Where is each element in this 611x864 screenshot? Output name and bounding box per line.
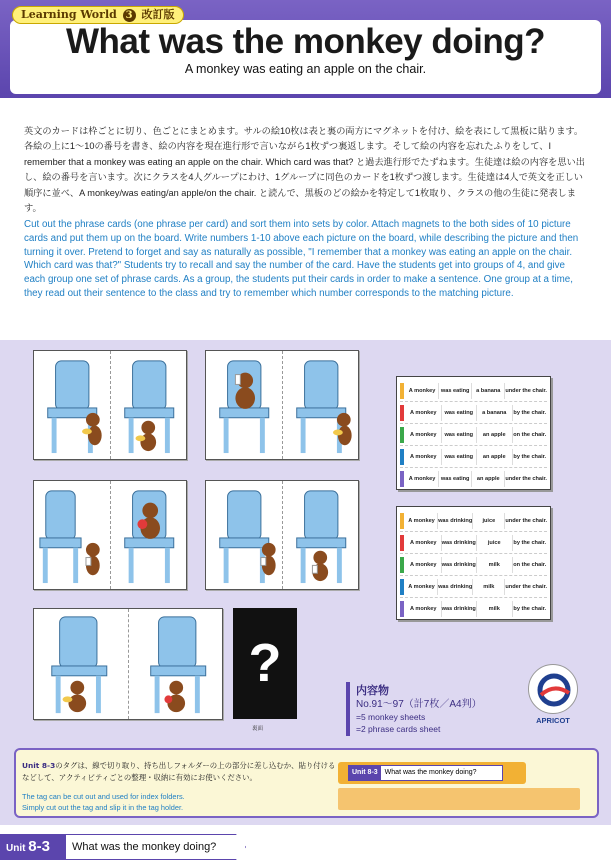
picture-card <box>283 351 359 459</box>
footer-unit-prefix: Unit <box>6 843 26 854</box>
series-number: 3 <box>123 9 136 22</box>
phrase-card: under the chair. <box>505 517 548 524</box>
index-tag-strip <box>338 788 580 810</box>
phrase-card: on the chair. <box>513 561 547 568</box>
phrase-row <box>400 576 547 598</box>
index-tag-note-jp <box>22 760 342 784</box>
phrase-card: A monkey <box>406 557 442 573</box>
phrase-card: A monkey <box>406 383 439 399</box>
logo-wordmark: APRICOT <box>536 716 570 725</box>
phrase-card: under the chair. <box>505 387 547 394</box>
color-marker <box>400 535 404 551</box>
phrase-card: was eating <box>442 449 478 465</box>
phrase-card: under the chair. <box>505 583 548 590</box>
phrase-card: was drinking <box>438 579 473 595</box>
page-title: What was the monkey doing? <box>66 22 545 61</box>
phrase-row <box>400 402 547 424</box>
chair-monkey-illustration <box>206 351 282 459</box>
index-tag-text-jp: のタグは、線で切り取り、持ち出しフォルダーの上の部分に差し込むか、貼り付けるなどして、アクティビティごとの整理・収納に有効にお使いください。 <box>22 761 336 782</box>
phrase-card: A monkey <box>406 427 442 443</box>
phrase-card-sheet-2 <box>396 506 551 620</box>
footer-unit-number: 8-3 <box>28 838 50 855</box>
phrase-card: a banana <box>472 383 505 399</box>
phrase-card: an apple <box>477 449 513 465</box>
page-subtitle-jp: このカードの情報は、どの絵のことかを当てよう！（過去進行形） <box>140 83 471 95</box>
phrase-card: A monkey <box>406 513 438 529</box>
phrase-card: a banana <box>477 405 513 421</box>
instructions-en: Cut out the phrase cards (one phrase per card) and sort them into sets by color. Attach magnets to the both sides of 10 picture cards and put them up on the board. Write numbers 1-10 above each picture on the board, while describing the picture and then turning it over. Pretend to forget and say as naturally as possible, "I remember that a monkey was eating an apple on the chair. Which card was that?" Students try to recall and say the number of the card. Have the students get into groups of 4, and give each group one set of phrase cards. As a group, the students put their cards in order to make a sentence. One group at a time, they read out their sentence to the class and try to remember which number corresponds to the matching picture. <box>24 219 579 299</box>
phrase-card: by the chair. <box>513 606 547 612</box>
phrase-card: A monkey <box>406 405 442 421</box>
phrase-row <box>400 510 547 532</box>
footer-title: What was the monkey doing? <box>72 841 217 853</box>
series-suffix: 改訂版 <box>141 8 175 21</box>
picture-card-pair-5 <box>33 608 223 720</box>
index-tag-unit: Unit 8-3 <box>22 761 56 770</box>
index-tag-note-en <box>22 791 342 813</box>
phrase-card: was eating <box>442 427 478 443</box>
chair-monkey-illustration <box>283 481 359 589</box>
phrase-card: was drinking <box>442 601 478 617</box>
phrase-card: was eating <box>439 471 472 487</box>
contents-item: =2 phrase cards sheet <box>356 724 441 734</box>
index-tag-label <box>348 765 503 781</box>
picture-card-pair-4 <box>205 480 359 590</box>
phrase-card: an apple <box>472 471 505 487</box>
index-tag-sample-title: What was the monkey doing? <box>384 769 477 776</box>
phrase-card: juice <box>477 535 513 551</box>
phrase-card: was drinking <box>442 535 478 551</box>
phrase-card: milk <box>477 601 513 617</box>
phrase-card: an apple <box>477 427 513 443</box>
phrase-card: by the chair. <box>513 409 547 416</box>
phrase-row <box>400 380 547 402</box>
chair-monkey-illustration <box>111 481 187 589</box>
color-marker <box>400 471 404 487</box>
picture-card <box>34 481 111 589</box>
picture-card <box>206 481 283 589</box>
index-tag-sample-unit: Unit 8-3 <box>349 766 381 780</box>
chair-monkey-illustration <box>34 351 110 459</box>
picture-card <box>283 481 359 589</box>
picture-card <box>111 351 187 459</box>
picture-card <box>34 609 129 719</box>
picture-card <box>111 481 187 589</box>
phrase-row <box>400 468 547 490</box>
card-back-label: 裏面 <box>252 726 264 732</box>
color-marker <box>400 601 404 617</box>
chair-monkey-illustration <box>129 609 223 719</box>
picture-card-pair-3 <box>33 480 187 590</box>
index-tag-en-line: The tag can be cut out and used for index folders. <box>22 792 185 801</box>
card-back-question-mark: ? <box>233 608 297 719</box>
page-subtitle: A monkey was eating an apple on the chair. <box>184 62 427 76</box>
contents-heading: 内容物 <box>356 685 389 697</box>
chair-monkey-illustration <box>34 481 110 589</box>
phrase-card: was drinking <box>442 557 478 573</box>
picture-card-pair-2 <box>205 350 359 460</box>
color-marker <box>400 513 404 529</box>
picture-card <box>34 351 111 459</box>
instructions-jp: 英文のカードは枠ごとに切り、色ごとにまとめます。サルの絵10枚は表と裏の両方にマグネットを付け、絵を表にして黒板に貼ります。各絵の上に1～10の番号を書き、絵の内容を現在進行形で言いながら1枚ずつ裏返します。そして絵の内容を忘れたふりをして、I remember that a monkey was eating an apple on the chair. Which card was that? と過去進行形でたずねます。生徒達は絵の内容を思い出し、絵の番号を言います。次にクラスを4人グループにわけ、1グループに同色のカードを1枚ずつ渡します。生徒達は4人で英文を正しい順序に並べ、A monkey/was eating/an apple/on the chair. と読んで、黒板のどの絵かを特定して1枚取り、クラスの他の生徒に発表します。 <box>24 126 585 214</box>
color-marker <box>400 383 404 399</box>
color-marker <box>400 427 404 443</box>
picture-card <box>206 351 283 459</box>
contents-list <box>346 682 526 735</box>
index-tag-en-line: Simply cut out the tag and slip it in the tag holder. <box>22 803 184 812</box>
color-marker <box>400 405 404 421</box>
color-marker <box>400 449 404 465</box>
phrase-card: under the chair. <box>505 476 547 482</box>
color-marker <box>400 557 404 573</box>
contents-sheet-numbers: No.91～97（計7枚／A4判） <box>356 699 482 710</box>
phrase-card: A monkey <box>406 535 442 551</box>
phrase-card: on the chair. <box>513 431 547 438</box>
color-marker <box>400 579 404 595</box>
phrase-card: milk <box>477 557 513 573</box>
phrase-card: juice <box>473 513 505 529</box>
phrase-card: was eating <box>439 383 472 399</box>
phrase-card: by the chair. <box>513 539 547 546</box>
phrase-row <box>400 598 547 620</box>
chair-monkey-illustration <box>111 351 187 459</box>
phrase-card: was drinking <box>438 513 473 529</box>
phrase-card: A monkey <box>406 579 438 595</box>
phrase-row <box>400 446 547 468</box>
phrase-row <box>400 554 547 576</box>
phrase-card: was eating <box>442 405 478 421</box>
phrase-card: A monkey <box>406 471 439 487</box>
chair-monkey-illustration <box>34 609 128 719</box>
chair-monkey-illustration <box>206 481 282 589</box>
apricot-logo-icon <box>528 664 578 714</box>
series-name: Learning World <box>21 8 117 21</box>
footer-unit-badge <box>0 834 66 860</box>
phrase-card-sheet-1 <box>396 376 551 490</box>
phrase-card: milk <box>473 579 505 595</box>
phrase-row <box>400 532 547 554</box>
picture-card <box>129 609 223 719</box>
chair-monkey-illustration <box>283 351 359 459</box>
index-tag-sample[interactable] <box>338 762 526 784</box>
phrase-row <box>400 424 547 446</box>
contents-item: =5 monkey sheets <box>356 712 426 722</box>
contents-accent-bar <box>346 682 350 736</box>
picture-card-pair-1 <box>33 350 187 460</box>
phrase-card: A monkey <box>406 601 442 617</box>
phrase-card: by the chair. <box>513 453 547 460</box>
phrase-card: A monkey <box>406 449 442 465</box>
